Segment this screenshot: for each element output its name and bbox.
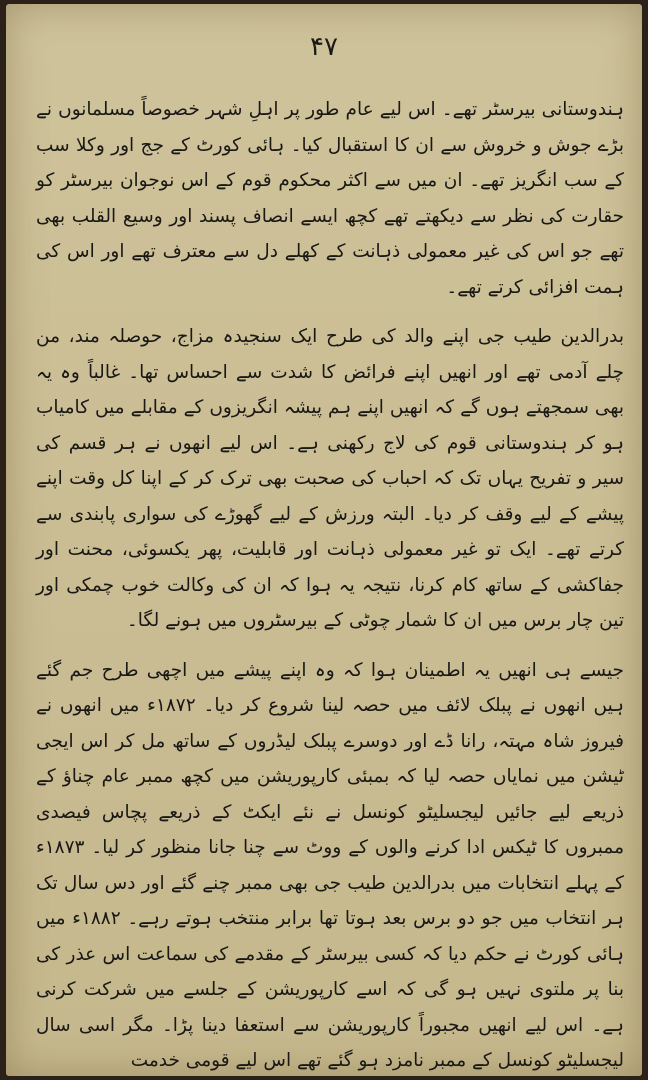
paragraph-3: جیسے ہی انھیں یہ اطمینان ہوا کہ وہ اپنے پیشے میں اچھی طرح جم گئے ہیں انھوں نے پبلک لائف میں حصہ لینا شروع کر دیا۔ ۱۸۷۲ء میں انھوں نے فیروز شاہ مہتہ، رانا ڈے اور دوسرے پبلک لیڈروں کے ساتھ مل کر اس ایجی ٹیشن میں نمایاں حصہ لیا کہ بمبئی کارپوریشن میں کچھ ممبر عام چناؤ کے ذریعے لیے جائیں لیجسلیٹو کونسل نے نئے ایکٹ کے ذریعے پچاس فیصدی ممبروں کا ٹیکس ادا کرنے والوں کے ووٹ سے چنا جانا منظور کر لیا۔ ۱۸۷۳ء کے پہلے انتخابات میں بدرالدین طیب جی بھی ممبر چنے گئے اور دس سال تک ہر انتخاب میں جو دو برس بعد ہوتا تھا برابر منتخب ہوتے رہے۔ ۱۸۸۲ء میں ہائی کورٹ نے حکم دیا کہ کسی بیرسٹر کے مقدمے کی سماعت اس عذر کی بنا پر ملتوی نہیں ہو گی کہ اسے کارپوریشن کے جلسے میں شرکت کرنی ہے۔ اس لیے انھیں مجبوراً کارپوریشن سے استعفا دینا پڑا۔ مگر اسی سال لیجسلیٹو کونسل کے ممبر نامزد ہو گئے تھے اس لیے قومی خدمت bbox=[36, 659, 624, 1071]
page-number: ۴۷ bbox=[310, 32, 338, 62]
page-body-text bbox=[36, 92, 624, 1076]
paragraph-1: ہندوستانی بیرسٹر تھے۔ اس لیے عام طور پر اہلِ شہر خصوصاً مسلمانوں نے بڑے جوش و خروش سے ان کا استقبال کیا۔ ہائی کورٹ کے جج اور وکلا سب کے سب انگریز تھے۔ ان میں سے اکثر محکوم قوم کے اس نوجوان بیرسٹر کو حقارت کی نظر سے دیکھتے تھے کچھ ایسے انصاف پسند اور وسیع القلب بھی تھے جو اس کی غیر معمولی ذہانت کے کھلے دل سے معترف تھے اور اس کی ہمت افزائی کرتے تھے۔ bbox=[36, 99, 624, 298]
paragraph-2: بدرالدین طیب جی اپنے والد کی طرح ایک سنجیدہ مزاج، حوصلہ مند، من چلے آدمی تھے اور انھیں اپنے فرائض کا شدت سے احساس تھا۔ غالباً وہ یہ بھی سمجھتے ہوں گے کہ انھیں اپنے ہم پیشہ انگریزوں کے مقابلے میں کامیاب ہو کر ہندوستانی قوم کی لاج رکھنی ہے۔ اس لیے انھوں نے ہر قسم کی سیر و تفریح یہاں تک کہ احباب کی صحبت بھی ترک کر کے اپنا کل وقت اپنے پیشے کے لیے وقف کر دیا۔ البتہ ورزش کے لیے گھوڑے کی سواری پابندی سے کرتے تھے۔ ایک تو غیر معمولی ذہانت اور قابلیت، پھر یکسوئی، محنت اور جفاکشی کے ساتھ کام کرنا، نتیجہ یہ ہوا کہ ان کی وکالت خوب چمکی اور تین چار برس میں ان کا شمار چوٹی کے بیرسٹروں میں ہونے لگا۔ bbox=[36, 326, 624, 631]
book-page bbox=[6, 4, 642, 1076]
